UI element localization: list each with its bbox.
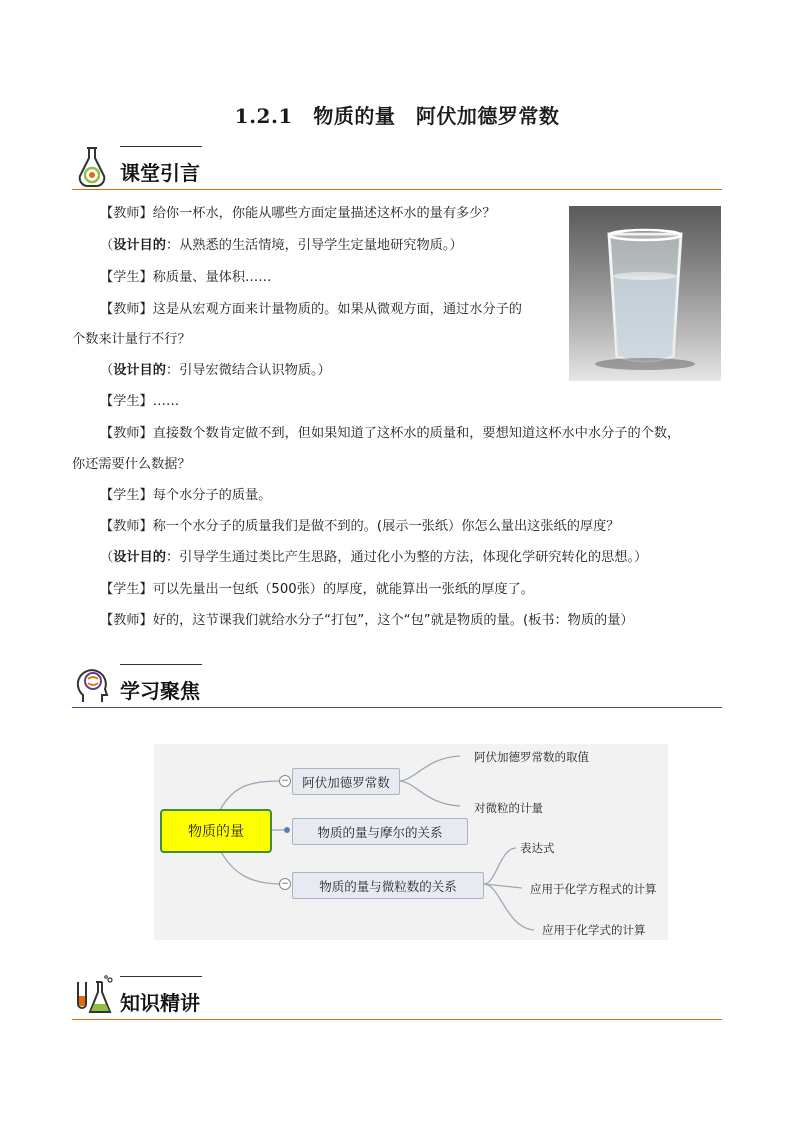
section-header-focus	[72, 662, 722, 708]
section-rule-intro	[72, 189, 722, 191]
dialogue-line: （设计目的：引导学生通过类比产生思路，通过化小为整的方法，体现化学研究转化的思想。）	[100, 550, 648, 565]
lab-flasks-icon	[72, 974, 116, 1018]
mind-map-branch: 物质的量与摩尔的关系	[292, 818, 468, 845]
dialogue-line: （设计目的：从熟悉的生活情境，引导学生定量地研究物质。）	[100, 238, 463, 253]
dialogue-line: 【教师】称一个水分子的质量我们是做不到的。(展示一张纸）你怎么量出这张纸的厚度？	[100, 519, 620, 534]
mind-map-branch: 物质的量与微粒数的关系	[292, 872, 484, 899]
section-rule-knowledge	[72, 1019, 722, 1021]
glass-icon	[569, 206, 721, 381]
dialogue-line: 【学生】……	[100, 394, 180, 409]
mind-map-leaf: 对微粒的计量	[474, 801, 543, 815]
dialogue-line: （设计目的：引导宏微结合认识物质。）	[100, 363, 331, 378]
mind-map-leaf: 表达式	[520, 841, 555, 855]
section-title-focus: 学习聚焦	[120, 679, 200, 703]
section-title-intro: 课堂引言	[120, 161, 200, 185]
mind-map-leaf: 阿伏加德罗常数的取值	[474, 750, 589, 764]
mind-map-leaf: 应用于化学方程式的计算	[530, 882, 657, 896]
brain-head-icon	[72, 662, 116, 706]
header-top-rule	[120, 664, 202, 665]
section-rule-focus	[72, 707, 722, 709]
page-title: 1.2.1 物质的量 阿伏加德罗常数	[234, 104, 560, 128]
water-glass-photo	[569, 206, 721, 381]
bullet-dot-icon	[284, 827, 290, 833]
collapse-icon[interactable]: −	[279, 878, 291, 890]
mind-map	[154, 744, 668, 940]
dialogue-line: 【学生】称质量、量体积……	[100, 270, 272, 285]
dialogue-line: 【学生】每个水分子的质量。	[100, 488, 272, 503]
header-top-rule	[120, 146, 202, 147]
mind-map-leaf: 应用于化学式的计算	[542, 923, 646, 937]
dialogue-line: 【教师】这是从宏观方面来计量物质的。如果从微观方面，通过水分子的	[100, 302, 522, 317]
mind-map-branch: 阿伏加德罗常数	[292, 768, 400, 795]
section-header-intro	[72, 144, 722, 190]
dialogue-line: 【学生】可以先量出一包纸（500张）的厚度，就能算出一张纸的厚度了。	[100, 582, 534, 597]
section-header-knowledge	[72, 974, 722, 1020]
header-top-rule	[120, 976, 202, 977]
mind-map-root: 物质的量	[160, 809, 272, 853]
section-title-knowledge: 知识精讲	[120, 991, 200, 1015]
flask-icon	[72, 144, 116, 188]
dialogue-line: 【教师】给你一杯水，你能从哪些方面定量描述这杯水的量有多少？	[100, 206, 496, 221]
dialogue-line: 个数来计量行不行？	[72, 332, 191, 347]
dialogue-line: 你还需要什么数据？	[72, 457, 191, 472]
dialogue-line: 【教师】好的，这节课我们就给水分子“打包”，这个“包”就是物质的量。(板书：物质的量）	[100, 613, 634, 628]
collapse-icon[interactable]: −	[279, 775, 291, 787]
dialogue-line: 【教师】直接数个数肯定做不到，但如果知道了这杯水的质量和，要想知道这杯水中水分子的个数，	[100, 426, 681, 441]
